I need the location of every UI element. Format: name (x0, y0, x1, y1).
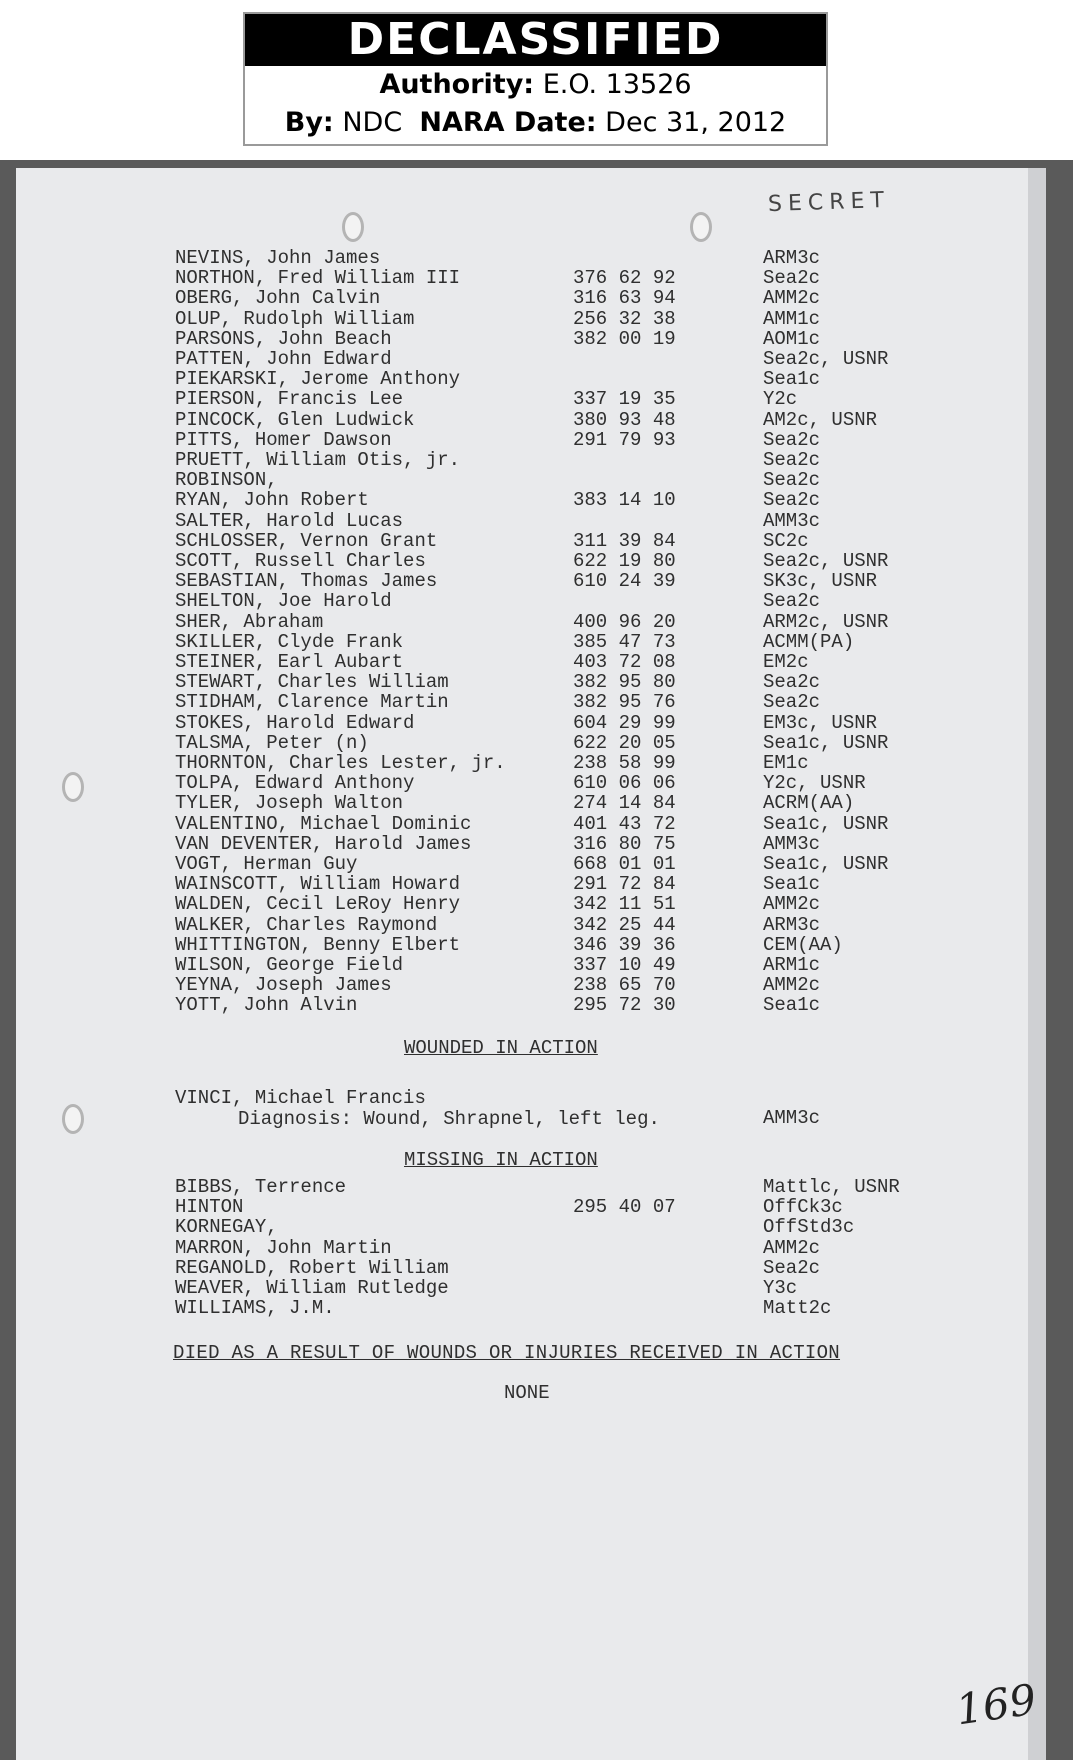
roster-row (175, 854, 975, 874)
roster-service-number: 400 96 20 (573, 610, 676, 633)
roster-rate: Sea2c (763, 691, 821, 714)
roster-rate: SK3c, USNR (763, 570, 878, 593)
roster-name: WHITTINGTON, Benny Elbert (175, 933, 461, 956)
wounded-heading: WOUNDED IN ACTION (404, 1037, 598, 1059)
roster-name: PIEKARSKI, Jerome Anthony (175, 368, 461, 391)
missing-rate: OffCk3c (763, 1196, 843, 1219)
roster-service-number: 337 19 35 (573, 388, 676, 411)
roster-rate: Sea1c, USNR (763, 853, 889, 875)
stamp-authority-label: Authority: (379, 69, 535, 100)
classification-mark: SECRET (767, 187, 891, 218)
roster-rate: AMM3c (763, 832, 821, 855)
roster-name: PINCOCK, Glen Ludwick (175, 408, 415, 431)
roster-name: ROBINSON, (175, 469, 278, 492)
roster-name: PITTS, Homer Dawson (175, 428, 392, 451)
roster-row (175, 531, 975, 551)
roster-row (175, 652, 975, 672)
roster-service-number: 385 47 73 (573, 630, 676, 653)
roster-service-number: 382 95 80 (573, 671, 676, 694)
roster-name: OLUP, Rudolph William (175, 307, 415, 330)
missing-name: WILLIAMS, J.M. (175, 1297, 335, 1320)
roster-service-number: 403 72 08 (573, 651, 676, 673)
roster-rate: Sea2c, USNR (763, 348, 889, 370)
roster-service-number: 316 63 94 (573, 287, 676, 310)
roster-service-number: 346 39 36 (573, 933, 676, 956)
roster-service-number: 311 39 84 (573, 529, 676, 552)
roster-name: WILSON, George Field (175, 954, 404, 976)
roster-rate: Sea1c (763, 994, 821, 1017)
roster-name: THORNTON, Charles Lester, jr. (175, 752, 506, 774)
stamp-authority-value: E.O. 13526 (542, 69, 692, 100)
roster-rate: AMM2c (763, 974, 821, 997)
roster-service-number: 622 19 80 (573, 550, 676, 572)
roster-rate: CEM(AA) (763, 933, 843, 956)
page-number: 169 (952, 1674, 1040, 1735)
wounded-name: VINCI, Michael Francis (175, 1087, 426, 1109)
roster-row (175, 955, 975, 975)
missing-name: MARRON, John Martin (175, 1236, 392, 1259)
roster-service-number: 291 79 93 (573, 428, 676, 451)
roster-row (175, 490, 975, 510)
roster-row (175, 894, 975, 914)
roster-row (175, 248, 975, 268)
roster-name: VALENTINO, Michael Dominic (175, 812, 472, 835)
missing-rate: AMM2c (763, 1236, 821, 1259)
missing-name: HINTON (175, 1196, 244, 1219)
stamp-title: DECLASSIFIED (245, 14, 826, 66)
roster-name: SCOTT, Russell Charles (175, 550, 426, 572)
roster-name: VAN DEVENTER, Harold James (175, 832, 472, 855)
roster-rate: ACMM(PA) (763, 630, 855, 653)
roster-name: SALTER, Harold Lucas (175, 509, 404, 532)
roster-rate: Sea2c (763, 449, 821, 471)
roster-name: NEVINS, John James (175, 247, 381, 269)
missing-row (175, 1217, 975, 1237)
missing-name: BIBBS, Terrence (175, 1176, 347, 1198)
roster-row (175, 268, 975, 288)
roster-row (175, 814, 975, 834)
roster-row (175, 450, 975, 470)
roster-row (175, 995, 975, 1015)
roster-rate: ARM3c (763, 247, 821, 269)
roster-name: STIDHAM, Clarence Martin (175, 691, 449, 714)
stamp-by-label: By: (284, 107, 334, 138)
roster-rate: Sea1c (763, 368, 821, 391)
roster-name: SHER, Abraham (175, 610, 324, 633)
missing-heading: MISSING IN ACTION (404, 1149, 598, 1171)
roster-name: STEINER, Earl Aubart (175, 651, 404, 673)
roster-service-number: 668 01 01 (573, 853, 676, 875)
roster-rate: EM2c (763, 651, 809, 673)
declassified-stamp (243, 12, 828, 146)
roster-name: TYLER, Joseph Walton (175, 792, 404, 815)
roster-rate: ARM1c (763, 954, 821, 976)
died-value: NONE (504, 1382, 550, 1404)
roster-service-number: 401 43 72 (573, 812, 676, 835)
roster-row (175, 430, 975, 450)
roster-service-number: 604 29 99 (573, 711, 676, 734)
roster-row (175, 470, 975, 490)
punch-hole-top-left (342, 212, 364, 242)
roster-row (175, 834, 975, 854)
roster-row (175, 874, 975, 894)
roster-name: STEWART, Charles William (175, 671, 449, 694)
roster-row (175, 288, 975, 308)
roster-row (175, 571, 975, 591)
roster-service-number: 622 20 05 (573, 731, 676, 754)
roster-service-number: 382 00 19 (573, 327, 676, 350)
roster-name: RYAN, John Robert (175, 489, 369, 512)
roster-rate: Y2c, USNR (763, 772, 866, 795)
punch-hole-left-middle (62, 772, 84, 802)
missing-rate: Sea2c (763, 1256, 821, 1279)
roster-row (175, 349, 975, 369)
roster-row (175, 713, 975, 733)
roster-name: TOLPA, Edward Anthony (175, 772, 415, 795)
roster-name: YOTT, John Alvin (175, 994, 358, 1017)
roster-row (175, 369, 975, 389)
roster-rate: AM2c, USNR (763, 408, 878, 431)
stamp-date-label: NARA Date: (419, 107, 597, 138)
roster-rate: Sea2c (763, 267, 821, 290)
roster-rate: ARM2c, USNR (763, 610, 889, 633)
roster-rate: Sea2c (763, 428, 821, 451)
stamp-authority-line (245, 66, 826, 104)
missing-rate: OffStd3c (763, 1216, 855, 1239)
roster-row (175, 591, 975, 611)
roster-row (175, 672, 975, 692)
roster-rate: Y2c (763, 388, 798, 411)
punch-hole-top-right (690, 212, 712, 242)
roster-rate: AMM2c (763, 893, 821, 916)
missing-name: KORNEGAY, (175, 1216, 278, 1239)
roster-row (175, 915, 975, 935)
roster-service-number: 610 24 39 (573, 570, 676, 593)
roster-rate: EM1c (763, 752, 809, 774)
missing-row (175, 1298, 975, 1318)
roster-row (175, 511, 975, 531)
roster-row (175, 309, 975, 329)
roster-rate: Sea1c, USNR (763, 731, 889, 754)
roster-row (175, 329, 975, 349)
roster-rate: Sea2c (763, 469, 821, 492)
roster-row (175, 975, 975, 995)
wounded-rate: AMM3c (763, 1107, 821, 1129)
roster-service-number: 380 93 48 (573, 408, 676, 431)
missing-rate: Mattlc, USNR (763, 1176, 900, 1198)
roster-rate: ARM3c (763, 913, 821, 936)
roster-service-number: 610 06 06 (573, 772, 676, 795)
roster-name: SHELTON, Joe Harold (175, 590, 392, 613)
roster-service-number: 274 14 84 (573, 792, 676, 815)
roster-rate: AMM3c (763, 509, 821, 532)
roster-name: VOGT, Herman Guy (175, 853, 358, 875)
punch-hole-left-lower (62, 1104, 84, 1134)
roster-name: PARSONS, John Beach (175, 327, 392, 350)
roster-name: OBERG, John Calvin (175, 287, 381, 310)
roster-row (175, 389, 975, 409)
roster-rate: EM3c, USNR (763, 711, 878, 734)
missing-row (175, 1258, 975, 1278)
missing-service-number: 295 40 07 (573, 1196, 676, 1219)
missing-row (175, 1278, 975, 1298)
roster-rate: SC2c (763, 529, 809, 552)
roster-service-number: 383 14 10 (573, 489, 676, 512)
roster-name: PATTEN, John Edward (175, 348, 392, 370)
roster-service-number: 376 62 92 (573, 267, 676, 290)
roster-name: PIERSON, Francis Lee (175, 388, 404, 411)
stamp-by-value: NDC (342, 107, 403, 138)
roster-service-number: 342 25 44 (573, 913, 676, 936)
roster-service-number: 382 95 76 (573, 691, 676, 714)
roster-rate: Sea1c (763, 873, 821, 896)
roster-name: WALKER, Charles Raymond (175, 913, 438, 936)
page-edge (1028, 168, 1046, 1760)
roster-rate: Sea2c (763, 671, 821, 694)
roster-row (175, 753, 975, 773)
roster-service-number: 316 80 75 (573, 832, 676, 855)
roster-service-number: 337 10 49 (573, 954, 676, 976)
roster-row (175, 410, 975, 430)
missing-name: REGANOLD, Robert William (175, 1256, 449, 1279)
wounded-diagnosis: Diagnosis: Wound, Shrapnel, left leg. (238, 1108, 660, 1130)
roster-row (175, 733, 975, 753)
missing-rate: Y3c (763, 1277, 798, 1299)
roster-name: STOKES, Harold Edward (175, 711, 415, 734)
roster-name: PRUETT, William Otis, jr. (175, 449, 461, 471)
roster-rate: AMM2c (763, 287, 821, 310)
roster-name: WAINSCOTT, William Howard (175, 873, 461, 896)
missing-row (175, 1238, 975, 1258)
missing-name: WEAVER, William Rutledge (175, 1277, 449, 1299)
roster-row (175, 632, 975, 652)
roster-service-number: 291 72 84 (573, 873, 676, 896)
roster-row (175, 551, 975, 571)
roster-rate: AOM1c (763, 327, 821, 350)
roster-name: SEBASTIAN, Thomas James (175, 570, 438, 593)
roster-row (175, 793, 975, 813)
roster-service-number: 295 72 30 (573, 994, 676, 1017)
missing-row (175, 1197, 975, 1217)
roster-rate: Sea2c (763, 489, 821, 512)
roster-row (175, 935, 975, 955)
roster-row (175, 773, 975, 793)
roster-name: NORTHON, Fred William III (175, 267, 461, 290)
stamp-by-line (245, 104, 826, 142)
roster-service-number: 238 65 70 (573, 974, 676, 997)
roster-rate: Sea2c (763, 590, 821, 613)
roster-rate: Sea2c, USNR (763, 550, 889, 572)
roster-service-number: 342 11 51 (573, 893, 676, 916)
roster-rate: AMM1c (763, 307, 821, 330)
roster-name: TALSMA, Peter (n) (175, 731, 369, 754)
roster-service-number: 256 32 38 (573, 307, 676, 330)
roster-name: WALDEN, Cecil LeRoy Henry (175, 893, 461, 916)
roster-service-number: 238 58 99 (573, 752, 676, 774)
roster-name: SCHLOSSER, Vernon Grant (175, 529, 438, 552)
stamp-date-value: Dec 31, 2012 (605, 107, 787, 138)
roster-row (175, 612, 975, 632)
roster-name: YEYNA, Joseph James (175, 974, 392, 997)
died-heading: DIED AS A RESULT OF WOUNDS OR INJURIES RECEIVED IN ACTION (173, 1342, 841, 1364)
roster-rate: ACRM(AA) (763, 792, 855, 815)
missing-row (175, 1177, 975, 1197)
roster-name: SKILLER, Clyde Frank (175, 630, 404, 653)
roster-rate: Sea1c, USNR (763, 812, 889, 835)
missing-rate: Matt2c (763, 1297, 832, 1320)
roster-row (175, 692, 975, 712)
